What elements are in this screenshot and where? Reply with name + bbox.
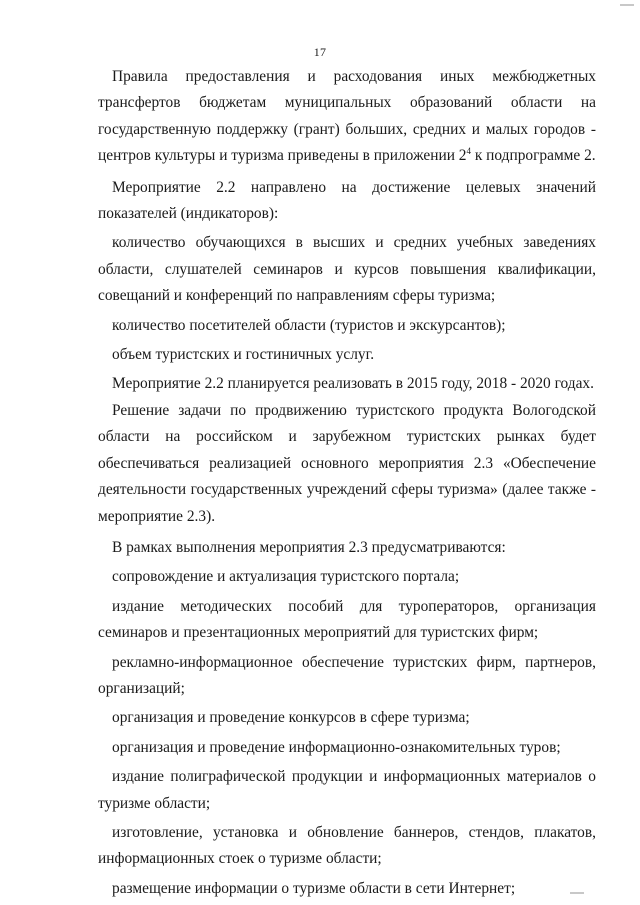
- paragraph-measure-2-2-goal: Мероприятие 2.2 направлено на достижение целевых значений показателей (индикаторов):: [98, 178, 596, 223]
- paragraph-text: к подпрограмме 2.: [470, 147, 596, 165]
- page-number: 17: [313, 45, 327, 59]
- document-body: [98, 64, 596, 902]
- list-item-familiarization-tours: организация и проведение информационно-ознакомительных туров;: [112, 738, 561, 756]
- scan-mark-top: [620, 4, 634, 6]
- list-item-contests: организация и проведение конкурсов в сфере туризма;: [112, 709, 470, 727]
- list-item-services-volume: объем туристских и гостиничных услуг.: [112, 346, 375, 364]
- scan-mark-bottom: [570, 892, 584, 894]
- footnote-superscript: 4: [466, 146, 471, 157]
- list-item-internet-info: размещение информации о туризме области в сети Интернет;: [112, 879, 516, 897]
- list-item-students-count: количество обучающихся в высших и средних учебных заведениях области, слушателей семинаров и курсов повышения квалификации, совещаний и конференций по направлениям сферы туризма;: [98, 234, 596, 305]
- list-item-methodical-manuals: издание методических пособий для туроператоров, организация семинаров и презентационных мероприятий для туристских фирм;: [98, 597, 596, 642]
- paragraph-interbudget-transfers: [98, 64, 596, 170]
- list-item-printed-materials: издание полиграфической продукции и информационных материалов о туризме области;: [98, 768, 596, 812]
- paragraph-text: Правила предоставления и расходования иных межбюджетных трансфертов бюджетам муниципальных образований области на государственную поддержку (грант) больших, средних и малых городов - центров культуры и туризма приведены в приложении 2: [98, 68, 596, 165]
- paragraph-measure-2-3-intro: В рамках выполнения мероприятия 2.3 предусматриваются:: [112, 538, 506, 556]
- list-item-tourist-portal: сопровождение и актуализация туристского портала;: [112, 568, 460, 586]
- list-item-visitors-count: количество посетителей области (туристов и экскурсантов);: [112, 316, 506, 334]
- list-item-banners-stands: изготовление, установка и обновление баннеров, стендов, плакатов, информационных стоек о туризме области;: [98, 823, 596, 868]
- paragraph-promotion-task: Решение задачи по продвижению туристского продукта Вологодской области на российском и зарубежном туристских рынках будет обеспечиваться реализацией основного мероприятия 2.3 «Обеспечение деятельности государственных учреждений сферы туризма» (далее также - мероприятие 2.3).: [98, 401, 596, 525]
- list-item-advertising-support: рекламно-информационное обеспечение туристских фирм, партнеров, организаций;: [98, 653, 596, 697]
- paragraph-measure-2-2-timeline: Мероприятие 2.2 планируется реализовать в 2015 году, 2018 - 2020 годах.: [112, 375, 594, 393]
